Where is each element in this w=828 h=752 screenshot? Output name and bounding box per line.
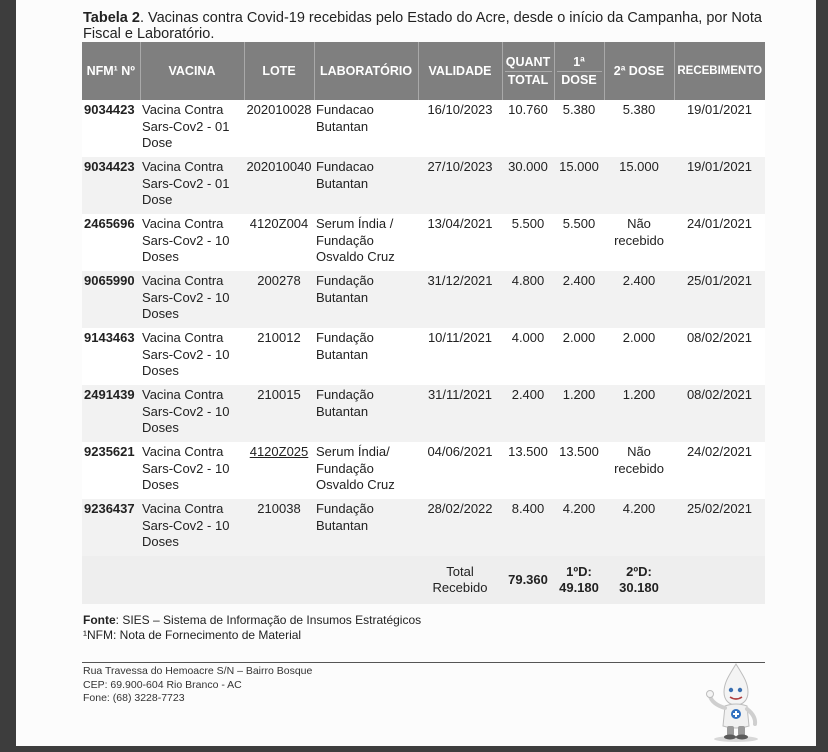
cell-validade: 10/11/2021 <box>418 328 502 385</box>
total-empty-cell <box>674 556 765 604</box>
cell-validade: 31/11/2021 <box>418 385 502 442</box>
footer-cep: CEP: 69.900-604 Rio Branco - AC <box>83 678 242 691</box>
cell-dose2: 15.000 <box>604 157 674 214</box>
cell-dose1: 2.400 <box>554 271 604 328</box>
cell-validade: 16/10/2023 <box>418 100 502 157</box>
cell-dose1: 15.000 <box>554 157 604 214</box>
cell-nfm: 9235621 <box>82 442 140 499</box>
header-validade: VALIDADE <box>418 42 502 100</box>
cell-vacina: Vacina Contra Sars-Cov2 - 01 Dose <box>140 100 244 157</box>
cell-dose1: 13.500 <box>554 442 604 499</box>
cell-nfm: 2465696 <box>82 214 140 271</box>
cell-nfm: 9065990 <box>82 271 140 328</box>
cell-lote: 4120Z025 <box>244 442 314 499</box>
footer-address: Rua Travessa do Hemoacre S/N – Bairro Bosque <box>83 665 313 677</box>
header-quant-top: QUANT <box>505 54 551 69</box>
cell-lote: 210012 <box>244 328 314 385</box>
total-dose1-label: 1ºD: <box>566 563 592 579</box>
cell-laboratorio: Fundacao Butantan <box>314 100 418 157</box>
total-dose2-label: 2ºD: <box>626 563 652 579</box>
cell-vacina: Vacina Contra Sars-Cov2 - 10 Doses <box>140 499 244 556</box>
photo-edge-right <box>816 0 828 752</box>
cell-recebimento: 19/01/2021 <box>674 100 765 157</box>
cell-laboratorio: Serum Índia / Fundação Osvaldo Cruz <box>314 214 418 271</box>
cell-vacina: Vacina Contra Sars-Cov2 - 10 Doses <box>140 328 244 385</box>
cell-dose2: 4.200 <box>604 499 674 556</box>
cell-recebimento: 19/01/2021 <box>674 157 765 214</box>
total-label: Total Recebido <box>418 556 502 604</box>
cell-recebimento: 24/02/2021 <box>674 442 765 499</box>
cell-dose2: 2.000 <box>604 328 674 385</box>
cell-lote: 210015 <box>244 385 314 442</box>
cell-quant: 13.500 <box>502 442 554 499</box>
cell-validade: 31/12/2021 <box>418 271 502 328</box>
cell-lote: 202010040 <box>244 157 314 214</box>
header-quant-bottom: TOTAL <box>505 71 552 89</box>
cell-lote: 200278 <box>244 271 314 328</box>
cell-quant: 2.400 <box>502 385 554 442</box>
cell-quant: 30.000 <box>502 157 554 214</box>
cell-lote: 4120Z004 <box>244 214 314 271</box>
source-notes <box>83 613 421 643</box>
table-row <box>82 499 765 556</box>
total-dose1-value: 49.180 <box>559 580 599 595</box>
header-laboratorio: LABORATÓRIO <box>314 42 418 100</box>
cell-validade: 28/02/2022 <box>418 499 502 556</box>
table-header-row <box>82 42 765 100</box>
cell-quant: 5.500 <box>502 214 554 271</box>
photo-edge-left <box>0 0 16 752</box>
header-quant-total <box>502 42 554 100</box>
cell-vacina: Vacina Contra Sars-Cov2 - 10 Doses <box>140 442 244 499</box>
ze-gotinha-mascot-icon <box>700 660 770 742</box>
cell-recebimento: 24/01/2021 <box>674 214 765 271</box>
cell-vacina: Vacina Contra Sars-Cov2 - 01 Dose <box>140 157 244 214</box>
header-dose2: 2ª DOSE <box>604 42 674 100</box>
cell-dose1: 4.200 <box>554 499 604 556</box>
cell-recebimento: 25/01/2021 <box>674 271 765 328</box>
header-nfm: NFM¹ Nº <box>82 42 140 100</box>
cell-laboratorio: Fundacao Butantan <box>314 157 418 214</box>
cell-nfm: 2491439 <box>82 385 140 442</box>
total-dose1 <box>554 556 604 604</box>
total-empty-cell <box>82 556 140 604</box>
cell-dose1: 1.200 <box>554 385 604 442</box>
table-row <box>82 271 765 328</box>
cell-quant: 10.760 <box>502 100 554 157</box>
header-vacina: VACINA <box>140 42 244 100</box>
cell-validade: 27/10/2023 <box>418 157 502 214</box>
cell-dose2: 5.380 <box>604 100 674 157</box>
footer-divider <box>82 662 765 663</box>
table-title <box>83 10 773 42</box>
cell-dose2: 2.400 <box>604 271 674 328</box>
cell-laboratorio: Fundação Butantan <box>314 271 418 328</box>
cell-lote: 210038 <box>244 499 314 556</box>
nfm-note: ¹NFM: Nota de Fornecimento de Material <box>83 628 302 642</box>
cell-laboratorio: Fundação Butantan <box>314 328 418 385</box>
header-recebimento: RECEBIMENTO <box>674 42 765 100</box>
cell-recebimento: 08/02/2021 <box>674 385 765 442</box>
cell-quant: 8.400 <box>502 499 554 556</box>
cell-laboratorio: Fundação Butantan <box>314 385 418 442</box>
page-footer <box>83 665 312 706</box>
table-row <box>82 442 765 499</box>
fonte-label: Fonte <box>83 613 116 627</box>
cell-laboratorio: Fundação Butantan <box>314 499 418 556</box>
cell-nfm: 9143463 <box>82 328 140 385</box>
cell-dose2: 1.200 <box>604 385 674 442</box>
total-dose2 <box>604 556 674 604</box>
total-empty-cell <box>140 556 244 604</box>
cell-dose1: 5.500 <box>554 214 604 271</box>
total-quant: 79.360 <box>502 556 554 604</box>
total-empty-cell <box>244 556 314 604</box>
photo-edge-bottom <box>0 746 828 752</box>
cell-quant: 4.800 <box>502 271 554 328</box>
table-row <box>82 157 765 214</box>
table-row <box>82 328 765 385</box>
cell-dose1: 5.380 <box>554 100 604 157</box>
header-dose1-bottom: DOSE <box>557 71 602 89</box>
total-row <box>82 556 765 604</box>
cell-recebimento: 08/02/2021 <box>674 328 765 385</box>
cell-dose2: Não recebido <box>604 214 674 271</box>
cell-nfm: 9034423 <box>82 100 140 157</box>
cell-recebimento: 25/02/2021 <box>674 499 765 556</box>
cell-nfm: 9236437 <box>82 499 140 556</box>
cell-vacina: Vacina Contra Sars-Cov2 - 10 Doses <box>140 214 244 271</box>
header-lote: LOTE <box>244 42 314 100</box>
fonte-line <box>83 613 421 628</box>
header-dose1-top: 1ª <box>573 54 585 69</box>
table-title-label: Tabela 2 <box>83 10 140 26</box>
table-row <box>82 385 765 442</box>
header-dose1 <box>554 42 604 100</box>
fonte-text: : SIES – Sistema de Informação de Insumos Estratégicos <box>115 613 422 627</box>
cell-validade: 13/04/2021 <box>418 214 502 271</box>
cell-lote: 202010028 <box>244 100 314 157</box>
cell-dose1: 2.000 <box>554 328 604 385</box>
table-row <box>82 214 765 271</box>
cell-nfm: 9034423 <box>82 157 140 214</box>
footer-phone: Fone: (68) 3228-7723 <box>83 692 185 704</box>
table-title-text: . Vacinas contra Covid-19 recebidas pelo Estado do Acre, desde o início da Campanha, por Nota Fiscal e Laboratório. <box>83 10 762 42</box>
table-row <box>82 100 765 157</box>
cell-vacina: Vacina Contra Sars-Cov2 - 10 Doses <box>140 271 244 328</box>
total-empty-cell <box>314 556 418 604</box>
total-dose2-value: 30.180 <box>619 580 659 595</box>
cell-laboratorio: Serum Índia/ Fundação Osvaldo Cruz <box>314 442 418 499</box>
cell-validade: 04/06/2021 <box>418 442 502 499</box>
vaccine-table <box>82 42 765 604</box>
cell-quant: 4.000 <box>502 328 554 385</box>
cell-vacina: Vacina Contra Sars-Cov2 - 10 Doses <box>140 385 244 442</box>
cell-dose2: Não recebido <box>604 442 674 499</box>
